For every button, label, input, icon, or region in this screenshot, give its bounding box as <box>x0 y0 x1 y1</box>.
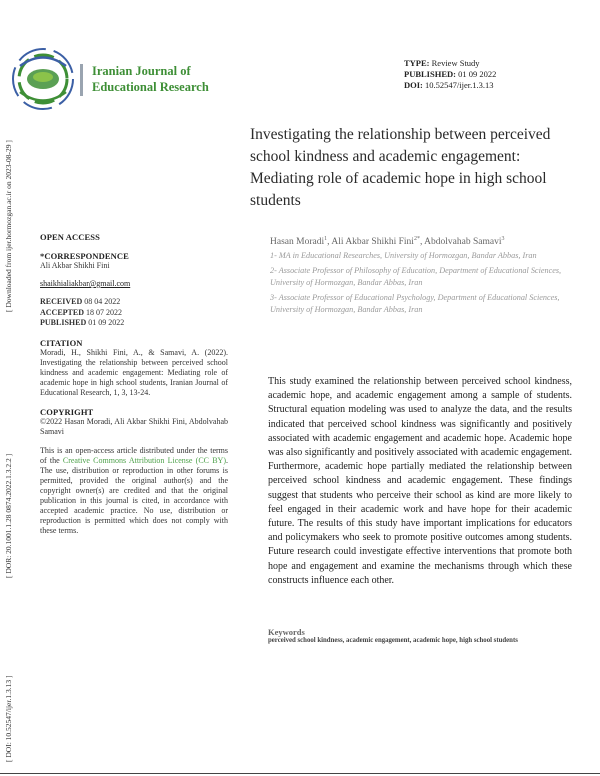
accepted-date: ACCEPTED 18 07 2022 <box>40 307 123 317</box>
author-3: Abdolvahab Samavi <box>424 237 502 248</box>
affiliations <box>270 250 586 319</box>
copyright-heading: COPYRIGHT <box>40 406 94 417</box>
meta-published: PUBLISHED: 01 09 2022 <box>404 69 497 79</box>
correspondence-heading: *CORRESPONDENCE <box>40 251 129 261</box>
dates <box>40 297 228 329</box>
logo-divider <box>80 64 83 96</box>
copyright-text: ©2022 Hasan Moradi, Ali Akbar Shikhi Fini, Abdolvahab Samavi <box>40 416 228 436</box>
journal-name-line1: Iranian Journal of <box>92 64 191 78</box>
meta-doi: DOI: 10.52547/ijer.1.3.13 <box>404 80 494 90</box>
affiliation-2: 2- Associate Professor of Philosophy of Education, Department of Educational Sciences, University of Hormozgan, Bandar Abbas, Iran <box>270 266 562 287</box>
journal-name-line2: Educational Research <box>92 80 209 94</box>
left-sidebar <box>40 232 228 536</box>
open-access-heading: OPEN ACCESS <box>40 232 100 242</box>
keywords-text: perceived school kindness, academic engagement, academic hope, high school students <box>268 637 518 644</box>
journal-name <box>92 63 209 95</box>
received-date: RECEIVED 08 04 2022 <box>40 297 121 306</box>
published-date: PUBLISHED 01 09 2022 <box>40 318 125 327</box>
correspondence-name: Ali Akbar Shikhi Fini <box>40 261 110 270</box>
journal-logo <box>8 44 78 114</box>
author-1: Hasan Moradi <box>270 237 325 248</box>
side-downloaded[interactable]: [ Downloaded from ijer.hormozgan.ac.ir on 2023-08-29 ] <box>4 140 13 312</box>
citation-heading: CITATION <box>40 337 83 348</box>
citation-text: Moradi, H., Shikhi Fini, A., & Samavi, A. (2022). Investigating the relationship between perceived school kindness and academic engagement: Mediating role of academic hope in high school students, Iranian Journal of Educational Research, 1, 3, 13-24. <box>40 347 228 397</box>
license-text: This is an open-access article distributed under the terms of the Creative Commons Attribution License (CC BY). The use, distribution or reproduction in other forums is permitted, provided the original author(s) and the copyright owner(s) are credited and that the original publication in this journal is cited, in accordance with accepted academic practice. No use, distribution or reproduction is permitted which does not comply with these terms. <box>40 445 229 535</box>
article-title: Investigating the relationship between perceived school kindness and academic engagement: Mediating role of academic hope in high school students <box>250 126 551 209</box>
abstract: This study examined the relationship between perceived school kindness, academic hope, and academic engagement among a sample of students. Structural equation modeling was used to analyze the data, and the results indicated that perceived school kindness was significantly and positively associated with academic engagement and academic hope. Academic hope was also significantly and positively associated with academic engagement. Furthermore, academic hope partially mediated the relationship between perceived school kindness and academic engagement. These findings suggest that students who perceive their school as kind are more likely to feel engaged in their academic work and have hope for their academic future. The results of this study have important implications for educators and policymakers who seek to promote positive outcomes among students. Future research could investigate effective interventions that promote both hope and engagement and examine the mechanisms through which these constructs influence each other. <box>268 376 572 586</box>
meta-type: TYPE: Review Study <box>404 58 480 68</box>
keywords-heading: Keywords <box>268 627 305 637</box>
side-doi[interactable]: [ DOI: 10.52547/ijer.1.3.13 ] <box>4 675 13 762</box>
article-meta <box>404 58 496 91</box>
affiliation-3: 3- Associate Professor of Educational Psychology, Department of Educational Sciences, University of Hormozgan, Bandar Abbas, Iran <box>270 293 560 314</box>
license-link[interactable]: Creative Commons Attribution License (CC BY) <box>62 455 227 465</box>
author-2: Ali Akbar Shikhi Fini <box>331 237 414 248</box>
footer-divider <box>0 773 600 774</box>
email-link[interactable]: shaikhialiakbar@gmail.com <box>40 279 131 288</box>
journal-logo-icon <box>8 44 78 114</box>
affiliation-1: 1- MA in Educational Researches, University of Hormozgan, Bandar Abbas, Iran <box>270 251 537 260</box>
author-list: Hasan Moradi$^1$, Ali Akbar Shikhi Fini$^{2*}$, Abdolvahab Samavi$^3$ <box>270 236 505 248</box>
side-dor[interactable]: [ DOR: 20.1001.1.28 0874.2022.1.3.2.2 ] <box>4 453 13 578</box>
